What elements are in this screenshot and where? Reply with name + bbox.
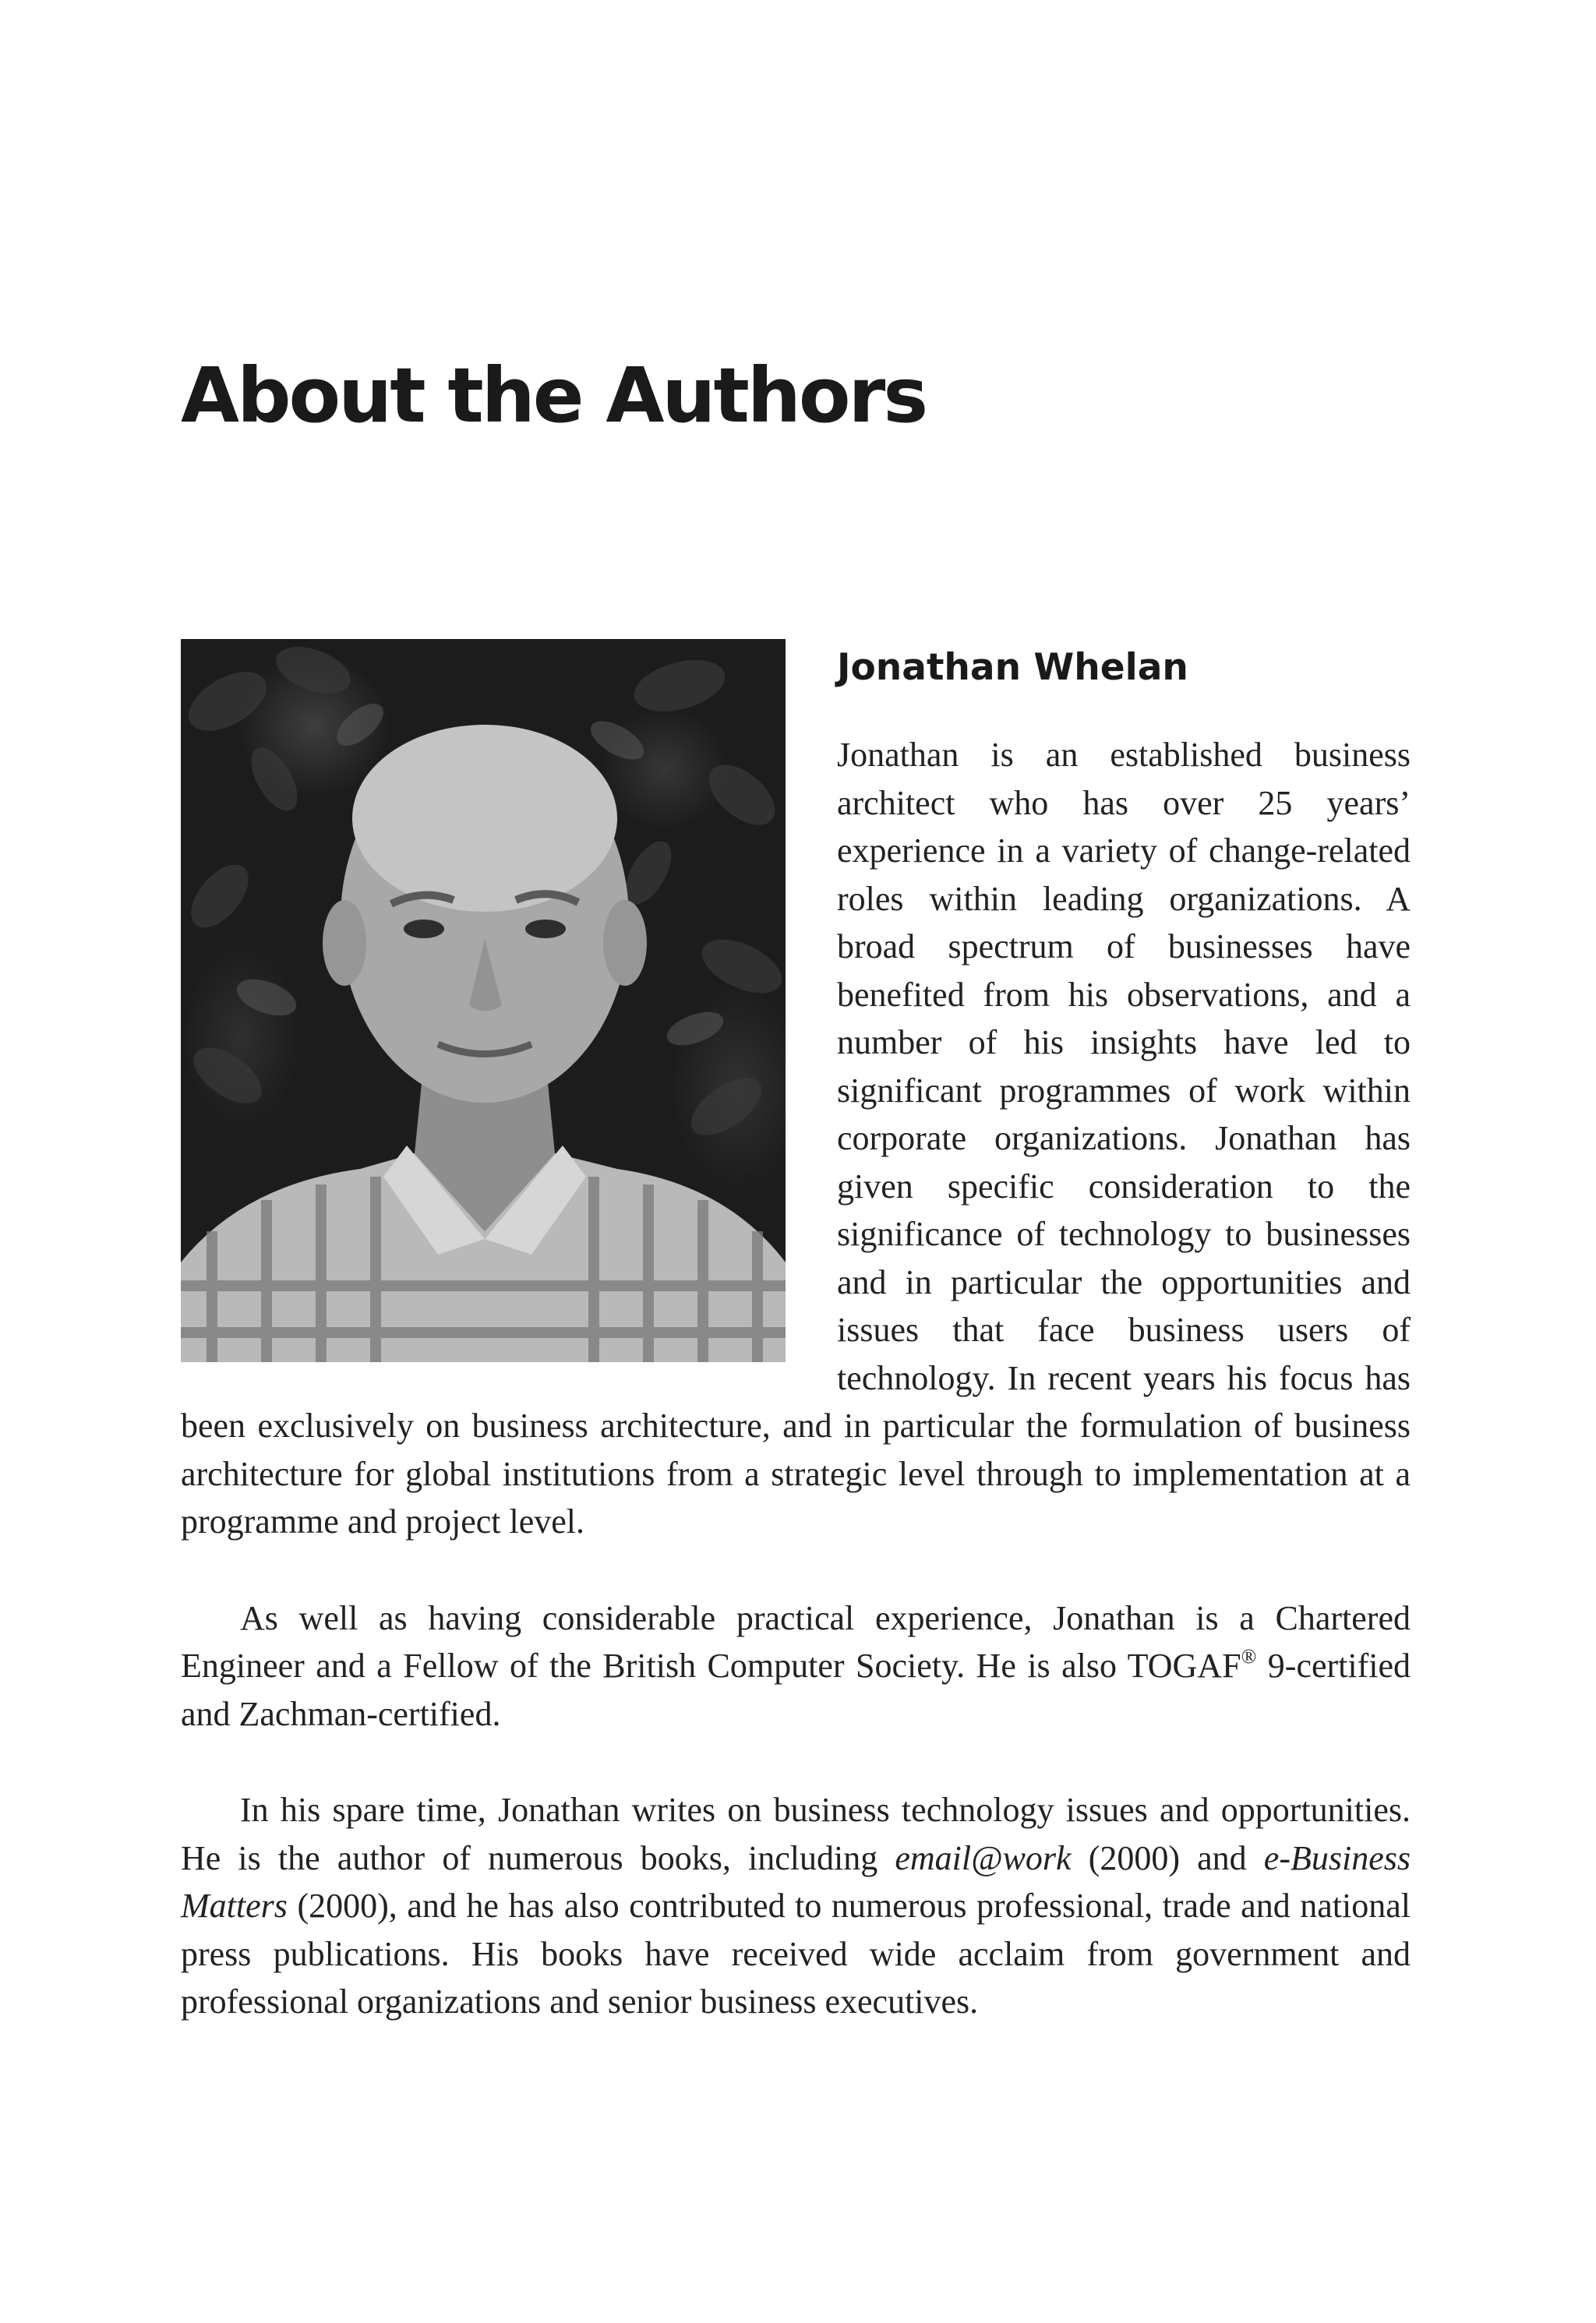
- bio-paragraph-2-text-end: 9-certified and Zachman-certified.: [181, 1647, 1411, 1733]
- bio-paragraph-3-text-b: (2000) and: [1071, 1838, 1264, 1877]
- bio-paragraph-2: [181, 1594, 1411, 1739]
- portrait-illustration: [181, 639, 786, 1362]
- bio-paragraph-1: Jonathan is an established business architect who has over 25 years’ experience in a variety of change-related roles within leading organizations. A broad spectrum of businesses have benefited from his observations, and a number of his insights have led to significant programmes of work within corporate organizations. Jonathan has given specific consideration to the significance of technology to businesses and in particular the opportunities and issues that face business users of technology. In recent years his focus has been exclusively on business architecture, and in particular the formulation of business architecture for global institutions from a strategic level through to implementation at a programme and project level.: [181, 736, 1411, 1541]
- author-bio-section: [181, 639, 1411, 2026]
- author-portrait-photo: [181, 639, 786, 1362]
- chapter-title: About the Authors: [181, 351, 927, 440]
- bio-paragraph-2-text: As well as having considerable practical experience, Jonathan is a Chartered Engineer and a Fellow of the British Computer Society. He is also TOGAF: [181, 1598, 1411, 1685]
- registered-mark: ®: [1241, 1645, 1257, 1668]
- book-title-email-at-work: email@work: [895, 1838, 1072, 1877]
- book-title-ebusiness-matters: e-Business Matters: [181, 1838, 1411, 1925]
- bio-paragraph-3-text-c: (2000), and he has also contributed to numerous professional, trade and national press publications. His books have received wide acclaim from government and professional organizations and senior business executives.: [181, 1887, 1411, 2021]
- author-name: Jonathan Whelan: [837, 646, 1188, 689]
- bio-paragraph-3-text-a: In his spare time, Jonathan writes on business technology issues and opportunities. He is the author of numerous books, including: [181, 1791, 1411, 1877]
- bio-paragraph-3: [181, 1786, 1411, 2026]
